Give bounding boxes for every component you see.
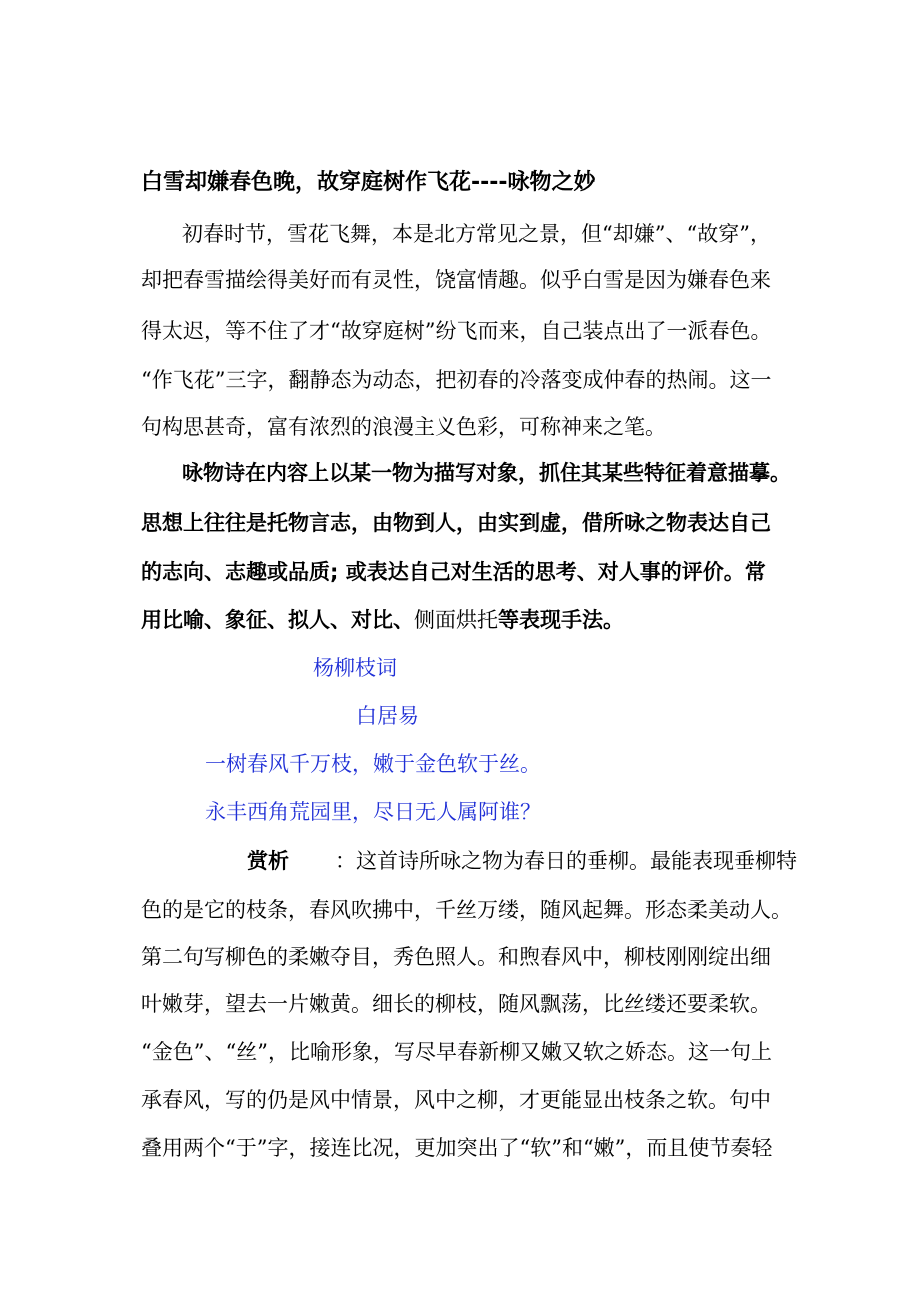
analysis-line-7: 叠用两个“于”字，接连比况，更加突出了“软”和“嫩”，而且使节奏轻 (141, 1136, 773, 1160)
para2-line-4-bold-b: 等表现手法。 (498, 608, 624, 632)
para1-line-4: “作飞花”三字，翻静态为动态，把初春的冷落变成仲春的热闹。这一 (141, 368, 772, 392)
poem-line-1: 一树春风千万枝，嫩于金色软于丝。 (205, 752, 541, 776)
poem-title: 杨柳枝词 (313, 656, 397, 680)
para2-line-4-bold-a: 用比喻、象征、拟人、对比、 (141, 608, 414, 632)
analysis-first-text: ：这首诗所咏之物为春日的垂柳。最能表现垂柳特 (335, 849, 797, 873)
analysis-line-4: 叶嫩芽，望去一片嫩黄。细长的柳枝，随风飘荡，比丝缕还要柔软。 (141, 992, 771, 1016)
analysis-line-2: 色的是它的枝条，春风吹拂中，千丝万缕，随风起舞。形态柔美动人。 (141, 898, 792, 922)
para1-line-5: 句构思甚奇，富有浓烈的浪漫主义色彩，可称神来之笔。 (141, 415, 666, 439)
para1-line-1: 初春时节，雪花飞舞，本是北方常见之景，但“却嫌”、“故穿”， (182, 222, 771, 246)
para1-line-2: 却把春雪描绘得美好而有灵性，饶富情趣。似乎白雪是因为嫌春色来 (141, 268, 771, 292)
poem-line-2: 永丰西角荒园里，尽日无人属阿谁？ (205, 800, 541, 824)
para2-line-3: 的志向、志趣或品质; 或表达自己对生活的思考、对人事的评价。常 (141, 560, 766, 584)
para2-line-4-normal: 侧面烘托 (414, 608, 498, 632)
analysis-first-line (247, 848, 797, 874)
para2-line-1: 咏物诗在内容上以某一物为描写对象，抓住其某些特征着意描摹。 (182, 461, 791, 485)
document-title: 白雪却嫌春色晚，故穿庭树作飞花----咏物之妙 (141, 170, 596, 195)
analysis-line-6: 承春风，写的仍是风中情景，风中之柳，才更能显出枝条之软。句中 (141, 1088, 771, 1112)
para2-line-4 (141, 607, 624, 633)
analysis-line-3: 第二句写柳色的柔嫩夺目，秀色照人。和煦春风中，柳枝刚刚绽出细 (141, 945, 771, 969)
para1-line-3: 得太迟，等不住了才“故穿庭树”纷飞而来，自己装点出了一派春色。 (141, 319, 772, 343)
poem-author: 白居易 (356, 704, 419, 728)
para2-line-2: 思想上往往是托物言志，由物到人，由实到虚，借所咏之物表达自己 (141, 511, 771, 535)
analysis-label: 赏析 (247, 849, 289, 873)
analysis-line-5: “金色”、“丝”，比喻形象，写尽早春新柳又嫩又软之娇态。这一句上 (141, 1040, 772, 1064)
